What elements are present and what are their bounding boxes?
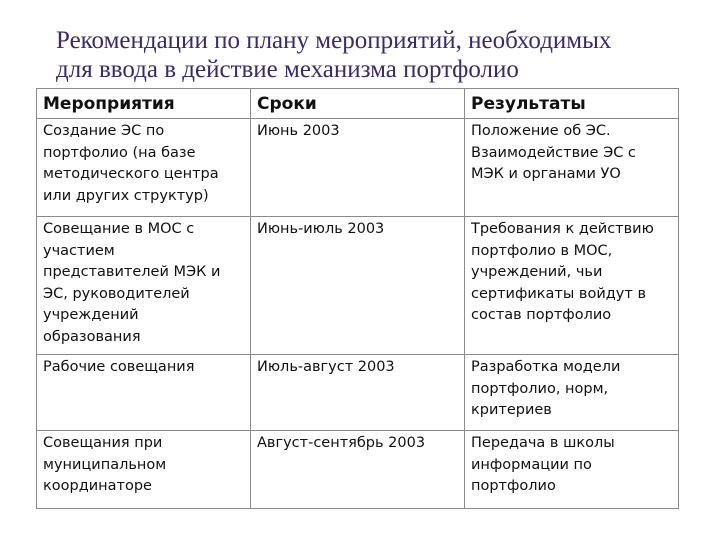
term-cell [251, 355, 465, 431]
cell-line: Требования к действию [471, 221, 654, 237]
slide-title [56, 26, 696, 84]
term-cell [251, 217, 465, 355]
table-row [37, 119, 679, 217]
cell-line: Положение об ЭС. [471, 123, 611, 139]
cell-line: представителей МЭК и [43, 264, 221, 280]
cell-line: Рабочие совещания [43, 359, 195, 375]
result-cell [465, 217, 679, 355]
table-row [37, 217, 679, 355]
cell-line: критериев [471, 402, 552, 418]
cell-line: Июль-август 2003 [257, 359, 395, 375]
cell-line: портфолио, норм, [471, 380, 609, 397]
cell-line: информации по [471, 456, 592, 473]
cell-line: Взаимодействие ЭС с [471, 144, 636, 161]
result-cell [465, 119, 679, 217]
slide-title-line-1: Рекомендации по плану мероприятий, необходимых [56, 27, 612, 54]
table-row [37, 355, 679, 431]
cell-line: портфолио (на базе [43, 144, 196, 161]
cell-line: состав портфолио [471, 307, 612, 323]
cell-line: сертификаты войдут в [471, 285, 646, 302]
cell-line: методического центра [43, 166, 219, 182]
table-header-row [37, 89, 679, 119]
cell-line: МЭК и органами УО [471, 166, 621, 182]
header-terms: Сроки [251, 89, 465, 119]
term-cell [251, 119, 465, 217]
cell-line: Июнь 2003 [257, 123, 340, 139]
cell-line: образования [43, 328, 141, 345]
cell-line: портфолио в МОС, [471, 242, 613, 259]
cell-line: Совещания при [43, 435, 163, 451]
cell-line: Передача в школы [471, 435, 615, 451]
cell-line: Август-сентябрь 2003 [257, 435, 426, 451]
slide-title-line-2: для ввода в действие механизма портфолио [56, 56, 519, 83]
term-cell [251, 431, 465, 509]
event-cell [37, 431, 251, 509]
result-cell [465, 355, 679, 431]
cell-line: портфолио [471, 478, 556, 494]
cell-line: учреждений [43, 307, 139, 323]
cell-line: учреждений, чьи [471, 264, 603, 280]
event-cell [37, 355, 251, 431]
cell-line: участием [43, 242, 115, 259]
event-cell [37, 217, 251, 355]
event-cell [37, 119, 251, 217]
cell-line: муниципальном [43, 456, 167, 473]
cell-line: ЭС, руководителей [43, 285, 190, 302]
plan-table-container [36, 88, 678, 509]
cell-line: Создание ЭС по [43, 123, 165, 139]
cell-line: координаторе [43, 478, 152, 494]
table-row [37, 431, 679, 509]
cell-line: Совещание в МОС с [43, 221, 195, 237]
cell-line: Июнь-июль 2003 [257, 221, 385, 237]
cell-line: Разработка модели [471, 359, 621, 375]
result-cell [465, 431, 679, 509]
cell-line: или других структур) [43, 187, 209, 204]
header-results: Результаты [465, 89, 679, 119]
plan-table [36, 88, 679, 509]
header-events: Мероприятия [37, 89, 251, 119]
